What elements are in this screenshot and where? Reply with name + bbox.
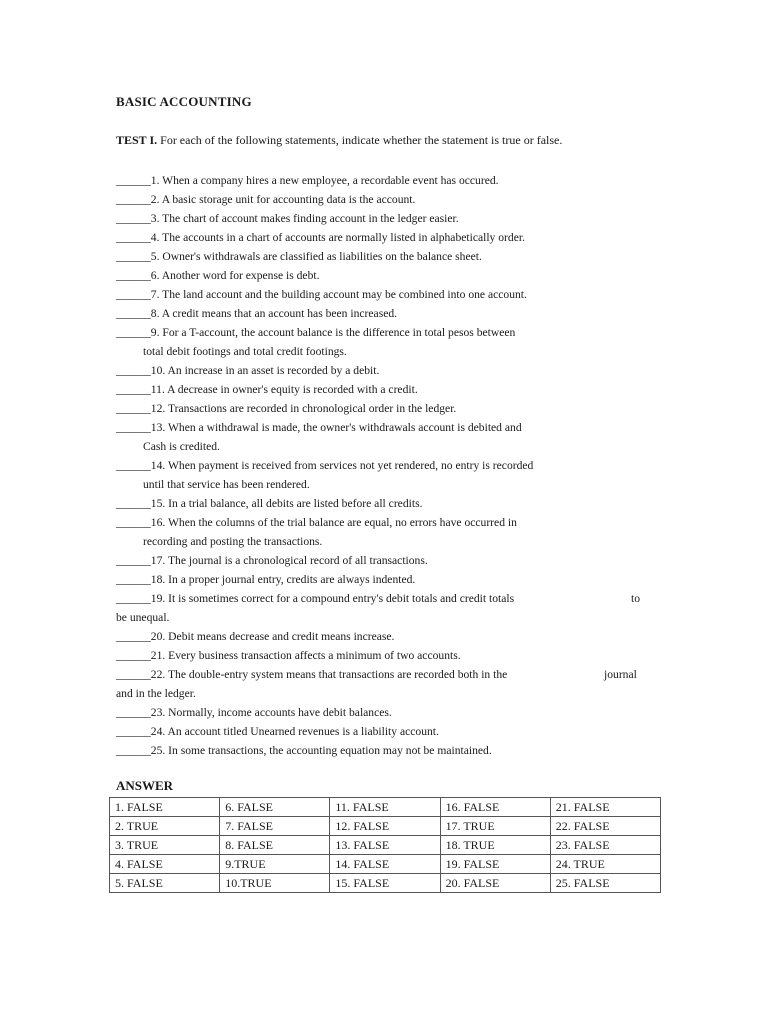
answer-cell: 23. FALSE: [550, 836, 660, 855]
answer-table: [109, 797, 661, 893]
answer-cell: 17. TRUE: [440, 817, 550, 836]
statement-continuation: be unequal.: [116, 611, 170, 624]
answer-cell: 13. FALSE: [330, 836, 440, 855]
answer-heading: ANSWER: [116, 778, 174, 793]
statement-item: ______7. The land account and the building account may be combined into one account.: [116, 288, 527, 301]
statement-item: ______2. A basic storage unit for accounting data is the account.: [116, 193, 416, 206]
answer-cell: 2. TRUE: [110, 817, 220, 836]
statement-text: ______22. The double-entry system means that transactions are recorded both in the: [116, 668, 508, 681]
statement-continuation: recording and posting the transactions.: [143, 535, 323, 548]
answer-cell: 3. TRUE: [110, 836, 220, 855]
answer-cell: 24. TRUE: [550, 855, 660, 874]
statement-item: ______9. For a T-account, the account balance is the difference in total pesos between: [116, 326, 516, 339]
table-row: [110, 817, 661, 836]
statement-continuation: and in the ledger.: [116, 687, 196, 700]
statement-item: ______25. In some transactions, the accounting equation may not be maintained.: [116, 744, 492, 757]
answer-cell: 16. FALSE: [440, 798, 550, 817]
test-instructions: [116, 133, 562, 148]
test-label: TEST I.: [116, 133, 158, 147]
answer-cell: 11. FALSE: [330, 798, 440, 817]
table-row: [110, 836, 661, 855]
statement-item: ______1. When a company hires a new employee, a recordable event has occured.: [116, 174, 499, 187]
answer-cell: 21. FALSE: [550, 798, 660, 817]
statement-item-with-gap: [116, 589, 646, 608]
statement-item: ______13. When a withdrawal is made, the owner's withdrawals account is debited and: [116, 421, 522, 434]
answer-cell: 5. FALSE: [110, 874, 220, 893]
statement-item: ______3. The chart of account makes finding account in the ledger easier.: [116, 212, 459, 225]
statement-item: ______4. The accounts in a chart of accounts are normally listed in alphabetically order.: [116, 231, 525, 244]
answer-cell: 22. FALSE: [550, 817, 660, 836]
answer-cell: 4. FALSE: [110, 855, 220, 874]
statement-continuation: Cash is credited.: [143, 440, 220, 453]
page-title: BASIC ACCOUNTING: [116, 94, 252, 109]
statement-item: ______8. A credit means that an account has been increased.: [116, 307, 398, 320]
statement-item: ______14. When payment is received from services not yet rendered, no entry is recorded: [116, 459, 534, 472]
statement-item: ______12. Transactions are recorded in chronological order in the ledger.: [116, 402, 457, 415]
statement-continuation: total debit footings and total credit footings.: [143, 345, 347, 358]
statement-item: ______11. A decrease in owner's equity is recorded with a credit.: [116, 383, 418, 396]
statement-item: ______10. An increase in an asset is recorded by a debit.: [116, 364, 380, 377]
statement-item: ______16. When the columns of the trial balance are equal, no errors have occurred in: [116, 516, 517, 529]
statement-trailing-word: to: [631, 592, 641, 605]
statement-item: ______5. Owner's withdrawals are classified as liabilities on the balance sheet.: [116, 250, 482, 263]
answer-cell: 10.TRUE: [220, 874, 330, 893]
answer-cell: 15. FALSE: [330, 874, 440, 893]
answer-cell: 7. FALSE: [220, 817, 330, 836]
answer-cell: 25. FALSE: [550, 874, 660, 893]
statement-list: [116, 171, 646, 760]
answer-cell: 12. FALSE: [330, 817, 440, 836]
statement-item: ______15. In a trial balance, all debits are listed before all credits.: [116, 497, 423, 510]
answer-cell: 6. FALSE: [220, 798, 330, 817]
statement-item: ______21. Every business transaction affects a minimum of two accounts.: [116, 649, 461, 662]
answer-cell: 19. FALSE: [440, 855, 550, 874]
statement-item: ______6. Another word for expense is debt.: [116, 269, 320, 282]
statement-text: ______19. It is sometimes correct for a compound entry's debit totals and credit totals: [116, 592, 515, 605]
answer-cell: 18. TRUE: [440, 836, 550, 855]
table-row: [110, 798, 661, 817]
statement-item: ______23. Normally, income accounts have debit balances.: [116, 706, 392, 719]
statement-item-with-gap: [116, 665, 646, 684]
table-row: [110, 855, 661, 874]
answer-cell: 14. FALSE: [330, 855, 440, 874]
instructions-text: For each of the following statements, indicate whether the statement is true or false.: [157, 133, 563, 147]
statement-item: ______17. The journal is a chronological record of all transactions.: [116, 554, 428, 567]
statement-trailing-word: journal: [604, 668, 637, 681]
answer-cell: 20. FALSE: [440, 874, 550, 893]
statement-item: ______24. An account titled Unearned revenues is a liability account.: [116, 725, 439, 738]
answer-cell: 1. FALSE: [110, 798, 220, 817]
answer-cell: 9.TRUE: [220, 855, 330, 874]
statement-item: ______18. In a proper journal entry, credits are always indented.: [116, 573, 416, 586]
table-row: [110, 874, 661, 893]
statement-item: ______20. Debit means decrease and credit means increase.: [116, 630, 395, 643]
statement-continuation: until that service has been rendered.: [143, 478, 310, 491]
answer-cell: 8. FALSE: [220, 836, 330, 855]
